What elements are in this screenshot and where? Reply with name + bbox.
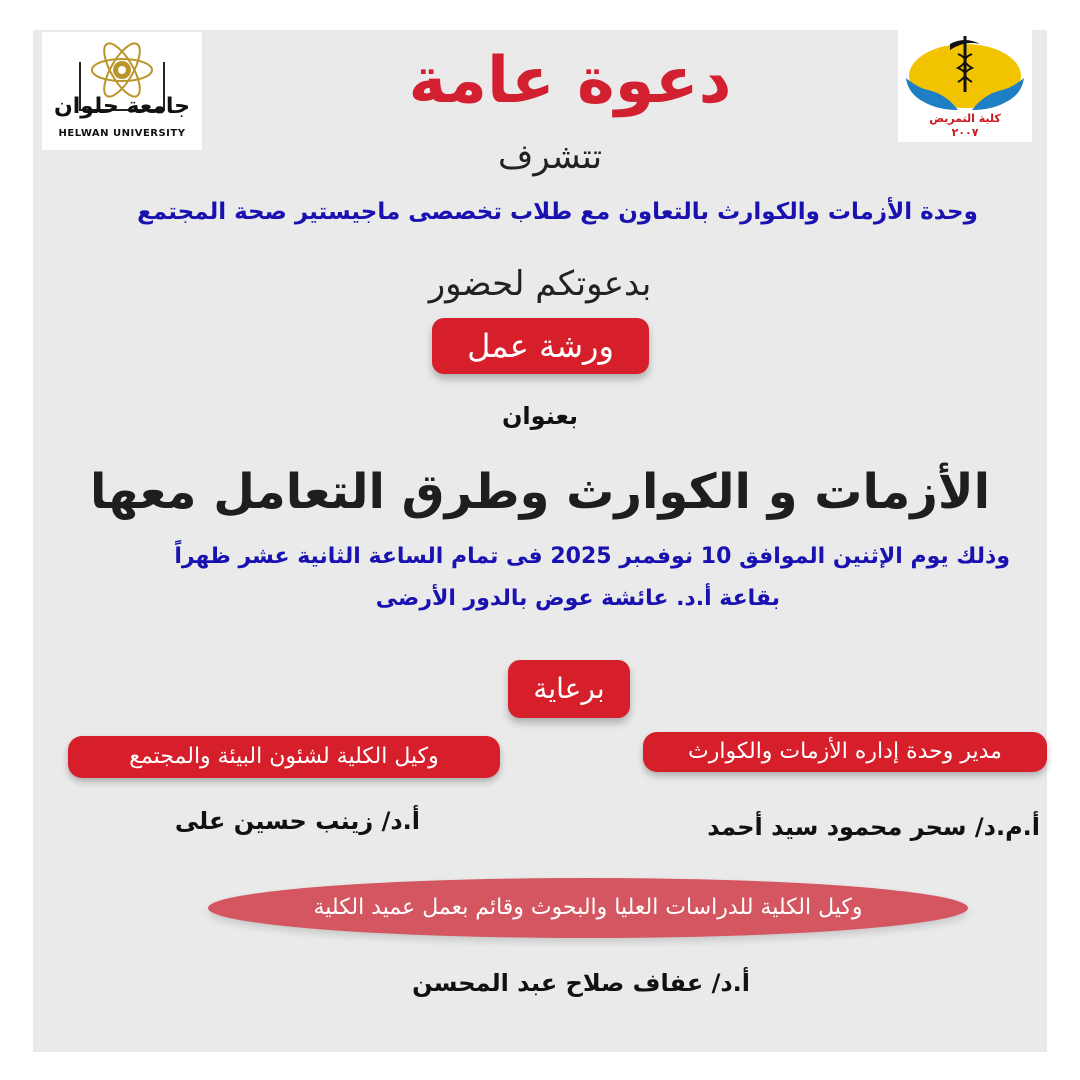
helwan-university-logo [42, 32, 202, 150]
nursing-arabic-label: كلية التمريض [929, 112, 1001, 125]
organizer-line: وحدة الأزمات والكوارث بالتعاون مع طلاب تخصصى ماجيستير صحة المجتمع [137, 199, 978, 225]
honored-text: تتشرف [497, 137, 603, 177]
helwan-english-label: HELWAN UNIVERSITY [58, 128, 186, 139]
titled-label: بعنوان [501, 402, 579, 430]
sponsorship-badge: برعاية [508, 660, 630, 718]
dean-name: أ.د/ عفاف صلاح عبد المحسن [412, 969, 750, 997]
venue-line: بقاعة أ.د. عائشة عوض بالدور الأرضى [375, 586, 780, 611]
invitation-text: بدعوتكم لحضور [428, 264, 652, 304]
patron-right-role: مدير وحدة إداره الأزمات والكوارث [643, 732, 1047, 772]
date-time-line: وذلك يوم الإثنين الموافق 10 نوفمبر 2025 فى تمام الساعة الثانية عشر ظهراً [174, 544, 1010, 569]
patron-right-name: أ.م.د/ سحر محمود سيد أحمد [707, 813, 1040, 841]
workshop-topic: الأزمات و الكوارث وطرق التعامل معها [89, 464, 991, 520]
helwan-arabic-label: جامعة حلوان [53, 94, 191, 119]
page-title: دعوة عامة [408, 44, 732, 118]
nursing-year-label: ٢٠٠٧ [951, 126, 979, 139]
workshop-badge: ورشة عمل [432, 318, 649, 374]
dean-role-banner: وكيل الكلية للدراسات العليا والبحوث وقائم بعمل عميد الكلية [208, 878, 968, 938]
patron-left-name: أ.د/ زينب حسين على [174, 807, 420, 835]
nursing-faculty-logo [898, 30, 1032, 142]
patron-left-role: وكيل الكلية لشئون البيئة والمجتمع [68, 736, 500, 778]
